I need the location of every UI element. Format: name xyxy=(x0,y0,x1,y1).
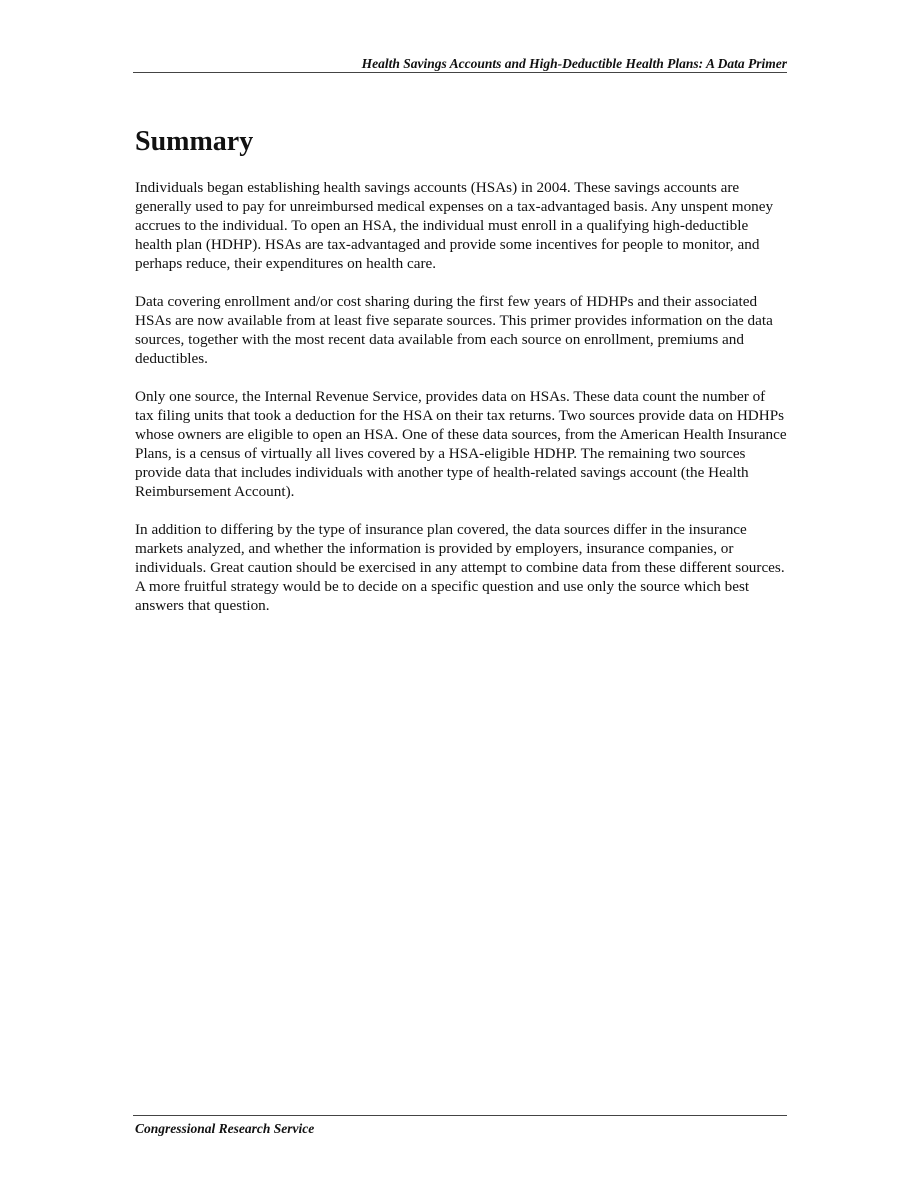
summary-paragraph: Individuals began establishing health savings accounts (HSAs) in 2004. These savings accounts are generally used to pay for unreimbursed medical expenses on a tax-advantaged basis. Any unspent money accrues to the individual. To open an HSA, the individual must enroll in a qualifying high-deductible health plan (HDHP). HSAs are tax-advantaged and provide some incentives for people to monitor, and perhaps reduce, their expenditures on health care. xyxy=(135,179,774,272)
header-divider xyxy=(133,72,787,73)
summary-body xyxy=(135,178,787,634)
summary-paragraph: Data covering enrollment and/or cost sharing during the first few years of HDHPs and their associated HSAs are now available from at least five separate sources. This primer provides information on the data sources, together with the most recent data available from each source on enrollment, premiums and deductibles. xyxy=(135,293,773,367)
running-header: Health Savings Accounts and High-Deductible Health Plans: A Data Primer xyxy=(361,56,787,71)
running-footer: Congressional Research Service xyxy=(135,1121,315,1136)
footer-divider xyxy=(133,1115,787,1116)
summary-paragraph: Only one source, the Internal Revenue Service, provides data on HSAs. These data count the number of tax filing units that took a deduction for the HSA on their tax returns. Two sources provide data on HDHPs whose owners are eligible to open an HSA. One of these data sources, from the American Health Insurance Plans, is a census of virtually all lives covered by a HSA-eligible HDHP. The remaining two sources provide data that includes individuals with another type of health-related savings account (the Health Reimbursement Account). xyxy=(135,388,787,500)
summary-paragraph: In addition to differing by the type of insurance plan covered, the data sources differ in the insurance markets analyzed, and whether the information is provided by employers, insurance companies, or individuals. Great caution should be exercised in any attempt to combine data from these different sources. A more fruitful strategy would be to decide on a specific question and use only the source which best answers that question. xyxy=(135,521,785,614)
page-title: Summary xyxy=(135,126,254,157)
